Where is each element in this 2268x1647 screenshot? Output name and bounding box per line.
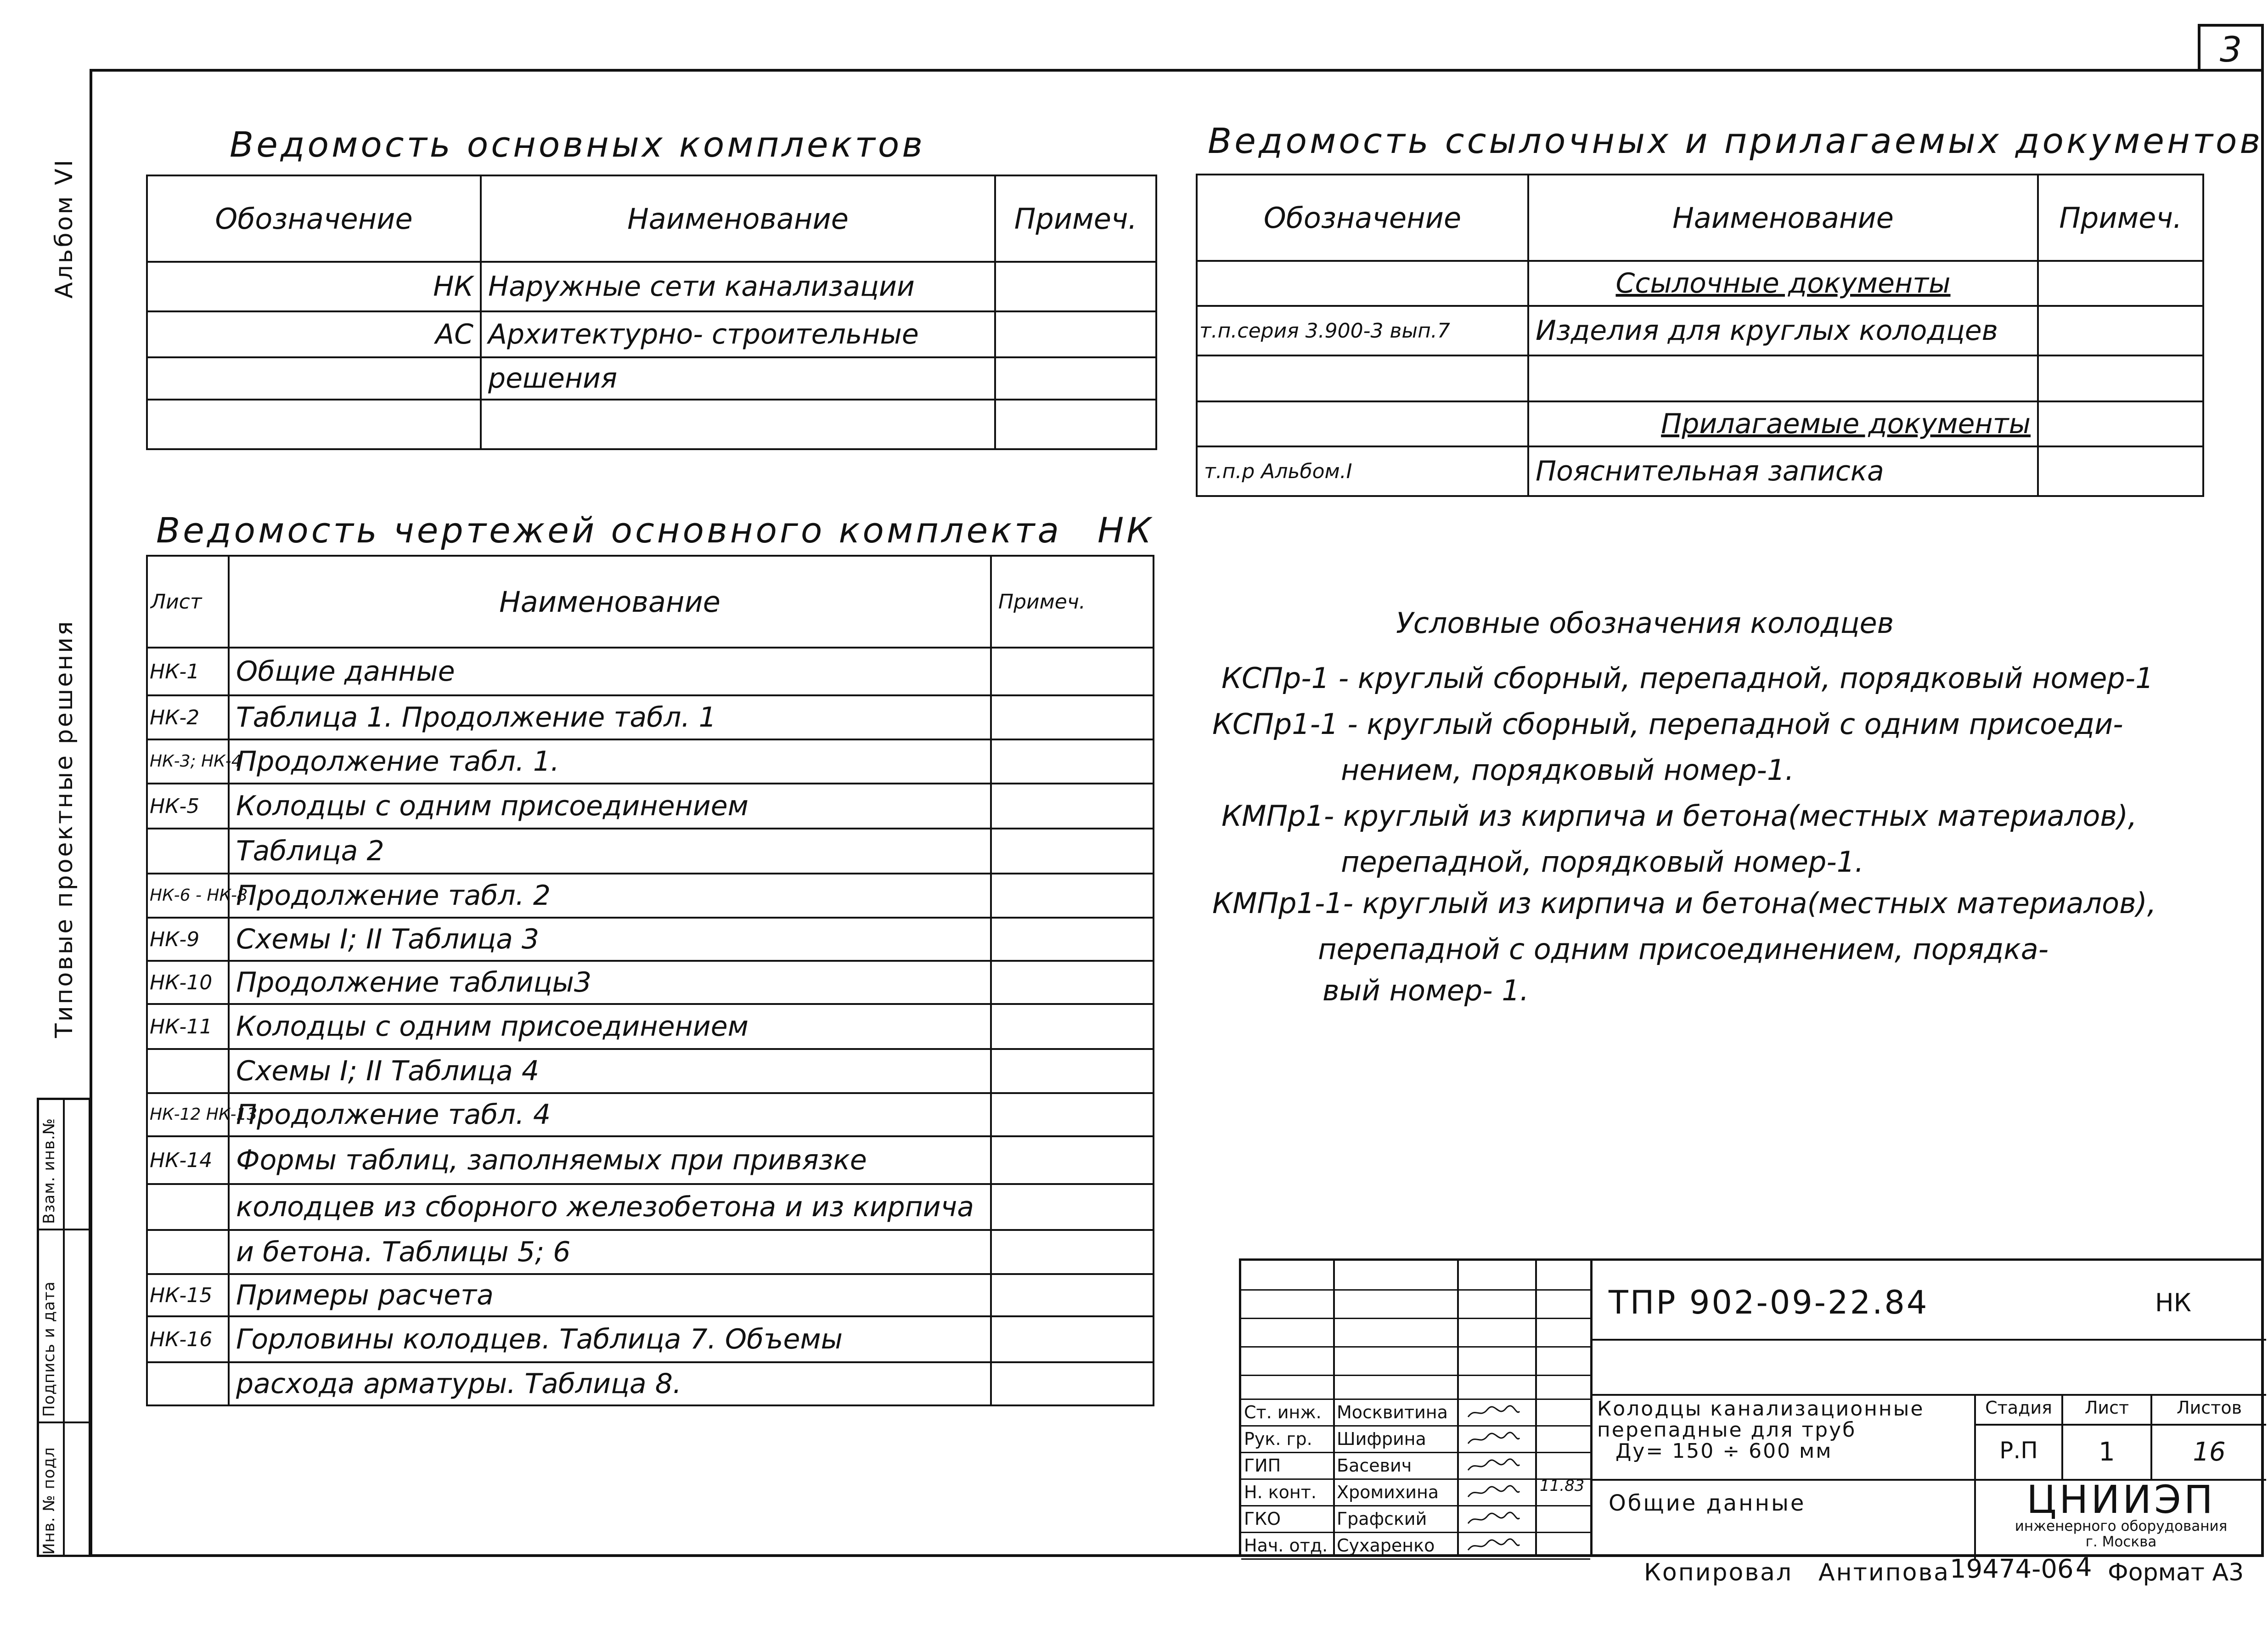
table-row bbox=[147, 961, 1154, 1004]
drawing-name-cell: Колодцы с одним присоединением bbox=[229, 784, 991, 829]
drawing-name-cell: Продолжение табл. 2 bbox=[229, 874, 991, 918]
table-row bbox=[147, 739, 1154, 784]
drawing-note-cell bbox=[991, 1184, 1154, 1230]
drawing-name-cell: Продолжение табл. 4 bbox=[229, 1093, 991, 1136]
drawing-note-cell bbox=[991, 961, 1154, 1004]
people-row-divider bbox=[1241, 1558, 1590, 1560]
table-row bbox=[147, 648, 1154, 695]
sheet-name: Общие данные bbox=[1609, 1490, 1806, 1516]
people-row-divider bbox=[1241, 1532, 1590, 1533]
legend-line-1: КСПр-1 - круглый сборный, перепадной, порядковый номер-1 bbox=[1221, 661, 2154, 695]
drawing-note-cell bbox=[991, 918, 1154, 961]
signature-mark bbox=[1466, 1485, 1521, 1500]
drawing-sheet-cell bbox=[147, 1049, 229, 1093]
page-number: 4 bbox=[2076, 1552, 2092, 1582]
drawings-table bbox=[146, 555, 1154, 1406]
drawing-name-cell: Таблица 1. Продолжение табл. 1 bbox=[229, 695, 991, 739]
drawing-note-cell bbox=[991, 1362, 1154, 1405]
drawing-name-cell: Горловины колодцев. Таблица 7. Объемы bbox=[229, 1316, 991, 1362]
drawing-note-cell bbox=[991, 1274, 1154, 1316]
copied-label: Копировал bbox=[1644, 1559, 1793, 1586]
left-stamp-strip bbox=[37, 1098, 91, 1557]
col-header-name: Наименование bbox=[229, 556, 991, 648]
col-header-note: Примеч. bbox=[991, 556, 1154, 648]
table-row: т.п.р Альбом.I Пояснительная записка bbox=[1197, 446, 2203, 496]
drawing-sheet-cell: НК-3; НК-4 bbox=[147, 739, 229, 784]
title-block bbox=[1239, 1258, 2264, 1557]
reference-docs-table bbox=[1196, 174, 2204, 497]
col-stage-label: Стадия bbox=[1985, 1398, 2052, 1418]
drawing-note-cell bbox=[991, 1136, 1154, 1184]
people-row-divider bbox=[1241, 1478, 1590, 1480]
drawings-title: Ведомость чертежей основного комплекта bbox=[156, 510, 1062, 551]
drawing-note-cell bbox=[991, 829, 1154, 874]
person-name: Хромихина bbox=[1337, 1482, 1439, 1502]
drawing-name-cell: Колодцы с одним присоединением bbox=[229, 1004, 991, 1049]
table-row bbox=[147, 1362, 1154, 1405]
col-header-note: Примеч. bbox=[995, 175, 1156, 262]
table-row bbox=[147, 829, 1154, 874]
drawing-note-cell bbox=[991, 1049, 1154, 1093]
col-header-sheet: Лист bbox=[147, 556, 229, 648]
drawing-sheet-cell: НК-15 bbox=[147, 1274, 229, 1316]
table-row bbox=[147, 695, 1154, 739]
drawing-name-cell: Примеры расчета bbox=[229, 1274, 991, 1316]
stamp-sign-label: Подпись и дата bbox=[40, 1281, 58, 1417]
table-row bbox=[147, 1184, 1154, 1230]
drawing-name-cell: Продолжение табл. 1. bbox=[229, 739, 991, 784]
drawing-name-cell: Схемы I; II Таблица 3 bbox=[229, 918, 991, 961]
drawing-sheet-cell bbox=[147, 1184, 229, 1230]
drawing-sheet-cell: НК-12 НК-13 bbox=[147, 1093, 229, 1136]
drawing-sheet-cell: НК-16 bbox=[147, 1316, 229, 1362]
drawing-note-cell bbox=[991, 784, 1154, 829]
org-city: г. Москва bbox=[2085, 1534, 2157, 1550]
format-label: Формат А3 bbox=[2108, 1559, 2244, 1586]
people-row-divider bbox=[1241, 1425, 1590, 1427]
drawings-title-code: НК bbox=[1097, 510, 1154, 551]
table-row: т.п.серия 3.900-3 вып.7 Изделия для круглых колодцев bbox=[1197, 306, 2203, 355]
legend-line-8: вый номер- 1. bbox=[1323, 974, 1529, 1007]
people-row-divider bbox=[1241, 1452, 1590, 1453]
sheet-number: 3 bbox=[2198, 24, 2264, 72]
person-name: Сухаренко bbox=[1337, 1535, 1435, 1556]
copier-name: Антипова bbox=[1818, 1559, 1950, 1586]
col-header-code: Обозначение bbox=[147, 175, 481, 262]
col-sheet-label: Лист bbox=[2084, 1398, 2129, 1418]
drawing-sheet-cell: НК-11 bbox=[147, 1004, 229, 1049]
drawing-sheet-cell: НК-1 bbox=[147, 648, 229, 695]
drawing-note-cell bbox=[991, 1316, 1154, 1362]
table-row: Ссылочные документы bbox=[1197, 261, 2203, 306]
person-name: Басевич bbox=[1337, 1455, 1412, 1476]
drawing-sheet-cell bbox=[147, 1362, 229, 1405]
table-row bbox=[147, 1049, 1154, 1093]
drawing-name-cell: Таблица 2 bbox=[229, 829, 991, 874]
legend-line-7: перепадной с одним присоединением, порядка- bbox=[1318, 932, 2049, 966]
drawing-name-cell: Формы таблиц, заполняемых при привязке bbox=[229, 1136, 991, 1184]
table-row bbox=[147, 918, 1154, 961]
drawing-note-cell bbox=[991, 695, 1154, 739]
table-row bbox=[147, 1004, 1154, 1049]
inventory-number: 19474-06 bbox=[1950, 1554, 2074, 1584]
reference-docs-title: Ведомость ссылочных и прилагаемых документов bbox=[1208, 120, 2263, 161]
sheets-value: 16 bbox=[2193, 1437, 2226, 1467]
drawing-sheet-cell: НК-5 bbox=[147, 784, 229, 829]
table-row bbox=[147, 400, 1156, 449]
col-header-code: Обозначение bbox=[1197, 175, 1528, 261]
set-code: НК bbox=[2155, 1288, 2191, 1317]
legend-line-4: КМПр1- круглый из кирпича и бетона(местных материалов), bbox=[1221, 799, 2137, 833]
signature-mark bbox=[1466, 1512, 1521, 1527]
org-name: ЦНИИЭП bbox=[2026, 1477, 2216, 1522]
drawing-name-cell: и бетона. Таблицы 5; 6 bbox=[229, 1230, 991, 1274]
drawing-name-cell: Продолжение таблицы3 bbox=[229, 961, 991, 1004]
person-name: Шифрина bbox=[1337, 1429, 1426, 1449]
col-header-name: Наименование bbox=[1528, 175, 2038, 261]
drawing-note-cell bbox=[991, 648, 1154, 695]
col-sheets-label: Листов bbox=[2177, 1398, 2242, 1418]
person-name: Москвитина bbox=[1337, 1402, 1448, 1422]
basic-sets-table bbox=[146, 175, 1157, 450]
signature-mark bbox=[1466, 1458, 1521, 1474]
drawing-sheet-cell bbox=[147, 1230, 229, 1274]
person-role: ГКО bbox=[1244, 1509, 1281, 1529]
table-row bbox=[147, 874, 1154, 918]
drawing-name-cell: Схемы I; II Таблица 4 bbox=[229, 1049, 991, 1093]
basic-sets-title: Ведомость основных комплектов bbox=[230, 124, 926, 165]
document-designation: ТПР 902-09-22.84 bbox=[1609, 1284, 1929, 1321]
drawing-note-cell bbox=[991, 1093, 1154, 1136]
object-name-line3: Ду= 150 ÷ 600 мм bbox=[1615, 1439, 1833, 1463]
people-row-divider bbox=[1241, 1505, 1590, 1506]
stamp-inv-label: Инв. № подл bbox=[40, 1447, 58, 1555]
legend-line-3: нением, порядковый номер-1. bbox=[1341, 753, 1794, 787]
object-name-line2: перепадные для труб bbox=[1597, 1418, 1857, 1442]
table-row: АС Архитектурно- строительные bbox=[147, 311, 1156, 357]
table-row: НК Наружные сети канализации bbox=[147, 262, 1156, 311]
table-row bbox=[147, 1136, 1154, 1184]
person-role: Нач. отд. bbox=[1244, 1535, 1328, 1556]
table-row bbox=[147, 1316, 1154, 1362]
approval-date: 11.83 bbox=[1540, 1477, 1585, 1495]
stamp-replace-label: Взам. инв.№ bbox=[40, 1117, 58, 1224]
signature-mark bbox=[1466, 1538, 1521, 1554]
person-role: Н. конт. bbox=[1244, 1482, 1317, 1502]
object-name bbox=[1597, 1399, 1971, 1462]
stage-value: Р.П bbox=[1999, 1437, 2038, 1464]
drawing-note-cell bbox=[991, 874, 1154, 918]
album-label: Альбом VI bbox=[51, 158, 78, 299]
table-row bbox=[1197, 355, 2203, 401]
object-name-line1: Колодцы канализационные bbox=[1597, 1397, 1925, 1421]
legend-line-5: перепадной, порядковый номер-1. bbox=[1341, 845, 1864, 879]
drawing-sheet-cell: НК-14 bbox=[147, 1136, 229, 1184]
table-row bbox=[147, 784, 1154, 829]
sheet-value: 1 bbox=[2099, 1437, 2115, 1467]
col-header-note: Примеч. bbox=[2038, 175, 2203, 261]
table-row bbox=[147, 1230, 1154, 1274]
drawing-sheet-cell: НК-2 bbox=[147, 695, 229, 739]
legend-line-2: КСПр1-1 - круглый сборный, перепадной с одним присоеди- bbox=[1212, 707, 2123, 741]
typical-solutions-label: Типовые проектные решения bbox=[51, 619, 78, 1038]
signature-mark bbox=[1466, 1405, 1521, 1421]
signature-mark bbox=[1466, 1432, 1521, 1447]
drawing-sheet-cell: НК-10 bbox=[147, 961, 229, 1004]
table-row: Прилагаемые документы bbox=[1197, 401, 2203, 446]
drawing-note-cell bbox=[991, 739, 1154, 784]
person-name: Графский bbox=[1337, 1509, 1427, 1529]
drawing-name-cell: расхода арматуры. Таблица 8. bbox=[229, 1362, 991, 1405]
person-role: ГИП bbox=[1244, 1455, 1281, 1476]
legend-title: Условные обозначения колодцев bbox=[1396, 606, 1894, 640]
drawing-name-cell: колодцев из сборного железобетона и из кирпича bbox=[229, 1184, 991, 1230]
drawing-sheet-cell bbox=[147, 829, 229, 874]
table-row bbox=[147, 1274, 1154, 1316]
drawing-sheet-cell: НК-6 - НК-8 bbox=[147, 874, 229, 918]
table-row bbox=[147, 1093, 1154, 1136]
org-sub: инженерного оборудования bbox=[2015, 1518, 2228, 1534]
person-role: Рук. гр. bbox=[1244, 1429, 1312, 1449]
col-header-name: Наименование bbox=[481, 175, 995, 262]
drawing-sheet-cell: НК-9 bbox=[147, 918, 229, 961]
legend-line-6: КМПр1-1- круглый из кирпича и бетона(местных материалов), bbox=[1212, 886, 2156, 920]
drawing-name-cell: Общие данные bbox=[229, 648, 991, 695]
drawing-note-cell bbox=[991, 1230, 1154, 1274]
person-role: Ст. инж. bbox=[1244, 1402, 1322, 1422]
table-row: решения bbox=[147, 357, 1156, 400]
drawing-note-cell bbox=[991, 1004, 1154, 1049]
